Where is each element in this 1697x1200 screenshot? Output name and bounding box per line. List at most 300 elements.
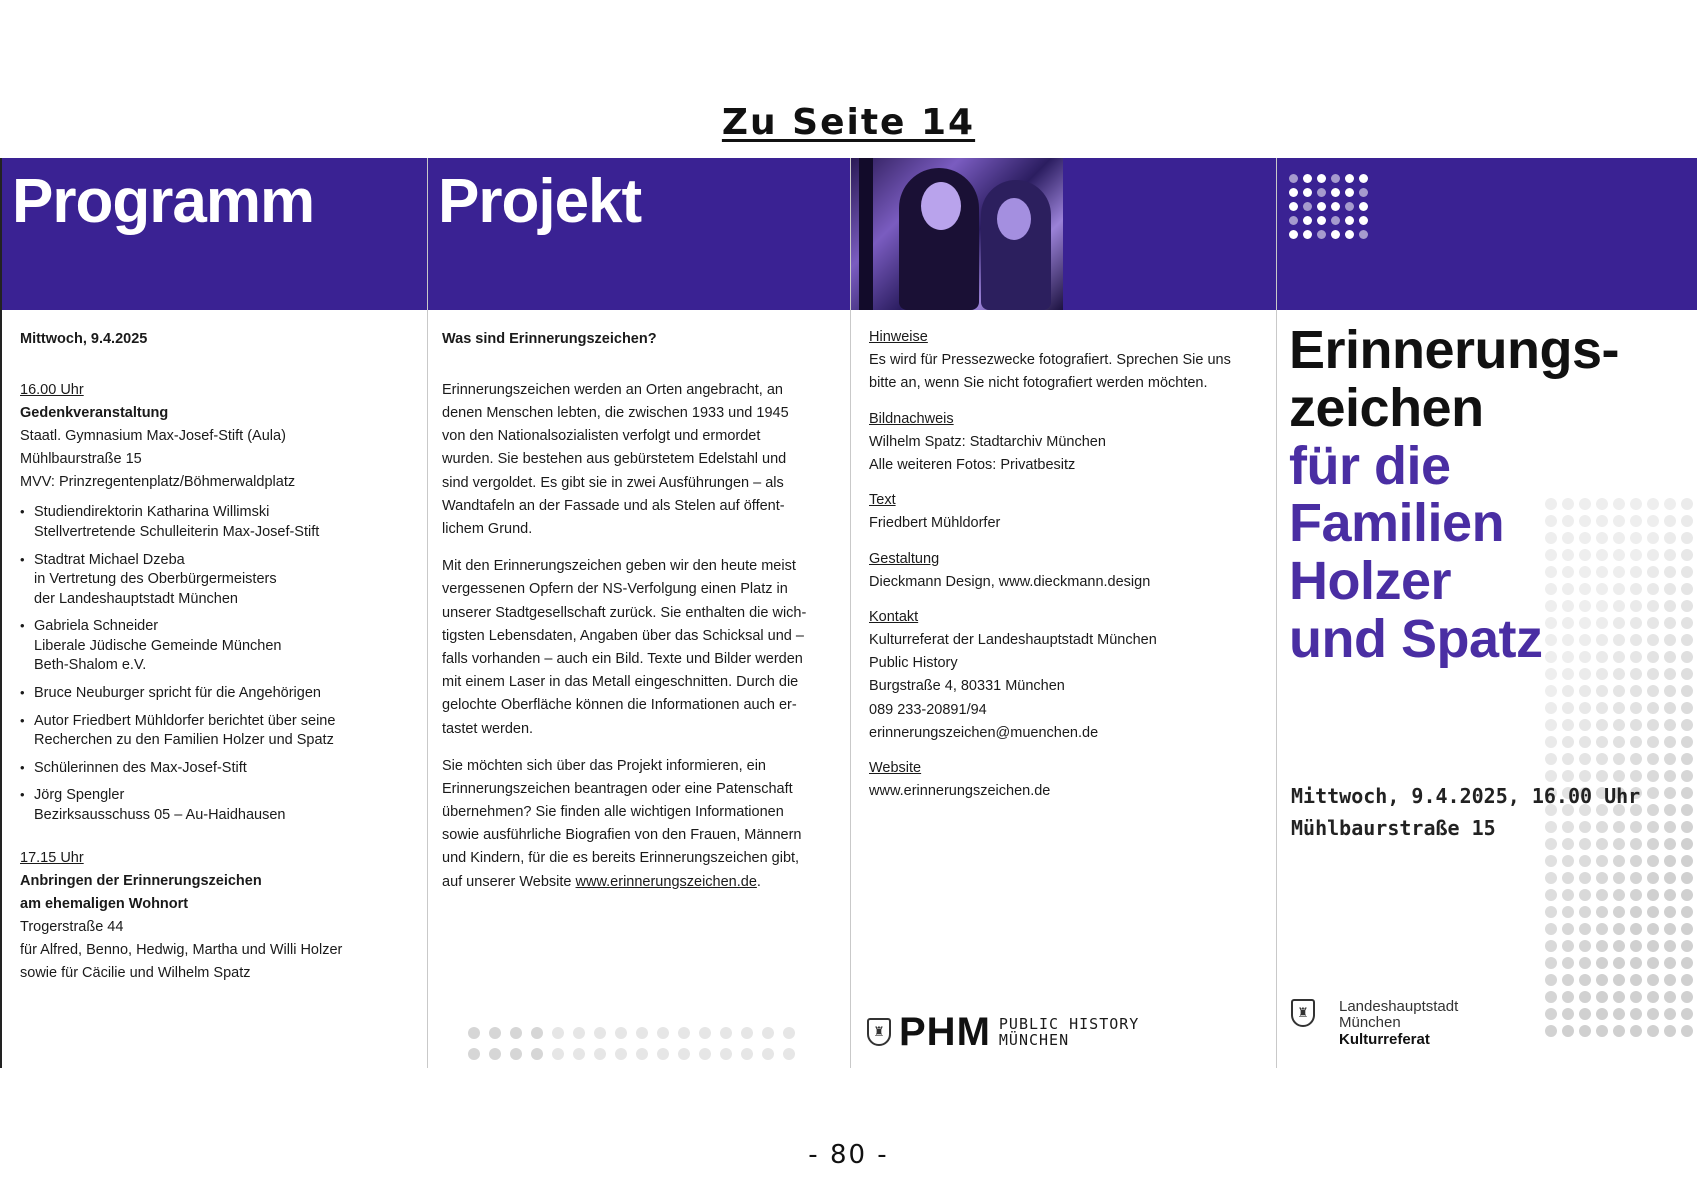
dot bbox=[1579, 702, 1591, 714]
dot bbox=[1596, 974, 1608, 986]
list-item bbox=[20, 786, 413, 825]
dot bbox=[1562, 1008, 1574, 1020]
dot bbox=[762, 1027, 774, 1039]
list-item bbox=[20, 617, 413, 676]
dot bbox=[1345, 216, 1354, 225]
panel-programm bbox=[0, 158, 428, 1068]
dot bbox=[1579, 719, 1591, 731]
dot bbox=[1664, 719, 1676, 731]
info-line: Es wird für Pressezwecke fotografiert. Sprechen Sie uns bbox=[869, 352, 1231, 369]
text-line: gelochte Oberfläche können die Informationen auch er- bbox=[442, 697, 797, 714]
dot bbox=[1681, 821, 1693, 833]
dot bbox=[1289, 174, 1298, 183]
dot bbox=[1613, 702, 1625, 714]
dot bbox=[1545, 1008, 1557, 1020]
logo-line: MÜNCHEN bbox=[998, 1031, 1070, 1049]
dot bbox=[1613, 736, 1625, 748]
dot bbox=[1579, 991, 1591, 1003]
dot bbox=[1562, 719, 1574, 731]
munich-crest-icon: ♜ bbox=[1291, 999, 1315, 1027]
dot bbox=[1596, 940, 1608, 952]
info-block-kontakt bbox=[869, 606, 1256, 745]
panel-projekt bbox=[428, 158, 851, 1068]
dot bbox=[1647, 923, 1659, 935]
dot bbox=[1545, 668, 1557, 680]
text-line: mit einem Laser in das Metall eingeschnitten. Durch die bbox=[442, 674, 799, 691]
info-line: Friedbert Mühldorfer bbox=[869, 515, 1001, 532]
dot bbox=[1664, 906, 1676, 918]
dot bbox=[1579, 906, 1591, 918]
text-line: vergessenen Opfern der NS-Verfolgung einen Platz in bbox=[442, 581, 788, 598]
band-title: Programm bbox=[12, 167, 315, 236]
programm-body bbox=[20, 328, 413, 985]
dot bbox=[1317, 174, 1326, 183]
dot bbox=[1664, 685, 1676, 697]
dot bbox=[1681, 753, 1693, 765]
speaker-line: der Landeshauptstadt München bbox=[34, 590, 238, 607]
text-line: unserer Stadtgesellschaft zurück. Sie enthalten die wich- bbox=[442, 604, 807, 621]
brochure-spread bbox=[0, 158, 1697, 1068]
dot bbox=[1579, 685, 1591, 697]
dot bbox=[1647, 974, 1659, 986]
dot bbox=[1545, 991, 1557, 1003]
dot bbox=[1613, 906, 1625, 918]
dot bbox=[1562, 1025, 1574, 1037]
logo-line: Kulturreferat bbox=[1339, 1030, 1430, 1048]
website-link[interactable]: www.erinnerungszeichen.de bbox=[575, 873, 757, 890]
dot bbox=[1359, 230, 1368, 239]
speaker-list bbox=[20, 503, 413, 825]
dot bbox=[1596, 719, 1608, 731]
speaker-line: Recherchen zu den Familien Holzer und Spatz bbox=[34, 732, 334, 749]
dot bbox=[1579, 923, 1591, 935]
dot bbox=[1359, 202, 1368, 211]
speaker-line: Liberale Jüdische Gemeinde München bbox=[34, 637, 282, 654]
dot bbox=[1664, 1025, 1676, 1037]
dot bbox=[1681, 991, 1693, 1003]
dot bbox=[1613, 668, 1625, 680]
dot bbox=[1681, 872, 1693, 884]
dot bbox=[489, 1027, 501, 1039]
dot bbox=[1345, 174, 1354, 183]
dot bbox=[1562, 855, 1574, 867]
title-line: zeichen bbox=[1289, 377, 1484, 438]
dot bbox=[699, 1048, 711, 1060]
dot bbox=[1545, 974, 1557, 986]
dot bbox=[699, 1027, 711, 1039]
text-line: denen Menschen lebten, die zwischen 1933 und 1945 bbox=[442, 405, 789, 422]
logo-line: PUBLIC HISTORY bbox=[998, 1014, 1140, 1033]
speaker-line: • Jörg Spengler bbox=[34, 787, 125, 804]
info-line: 089 233-20891/94 bbox=[869, 701, 987, 718]
text-line: und Kindern, für die es bereits Erinnerungszeichen gibt, bbox=[442, 850, 800, 867]
dot bbox=[1664, 804, 1676, 816]
dot bbox=[1664, 855, 1676, 867]
dot bbox=[1681, 838, 1693, 850]
dot bbox=[1545, 753, 1557, 765]
dot bbox=[1647, 702, 1659, 714]
dot bbox=[1630, 685, 1642, 697]
munich-crest-icon: ♜ bbox=[867, 1018, 891, 1046]
dot bbox=[1613, 855, 1625, 867]
dot bbox=[1562, 889, 1574, 901]
dot bbox=[1630, 991, 1642, 1003]
dot bbox=[1647, 804, 1659, 816]
dot bbox=[1545, 957, 1557, 969]
dot bbox=[1681, 855, 1693, 867]
speaker-line: • Gabriela Schneider bbox=[34, 618, 159, 635]
text-line: Sie möchten sich über das Projekt informieren, ein bbox=[442, 757, 766, 774]
dot bbox=[615, 1048, 627, 1060]
dot bbox=[1596, 668, 1608, 680]
phm-logo-text: PHM bbox=[899, 1010, 991, 1054]
dot bbox=[1613, 685, 1625, 697]
info-label: Bildnachweis bbox=[869, 410, 954, 427]
dot bbox=[1303, 188, 1312, 197]
dot bbox=[1647, 787, 1659, 799]
info-line: bitte an, wenn Sie nicht fotografiert werden möchten. bbox=[869, 375, 1208, 392]
dot bbox=[1647, 838, 1659, 850]
dot bbox=[1664, 872, 1676, 884]
speaker-line: Beth-Shalom e.V. bbox=[34, 657, 147, 674]
dot bbox=[1345, 188, 1354, 197]
dot bbox=[1630, 753, 1642, 765]
dot bbox=[1630, 889, 1642, 901]
lhm-logo-text bbox=[1339, 999, 1458, 1049]
dot bbox=[1562, 957, 1574, 969]
dot bbox=[1630, 872, 1642, 884]
dot bbox=[1545, 855, 1557, 867]
list-item bbox=[20, 503, 413, 542]
dot bbox=[1681, 923, 1693, 935]
title-line: für die bbox=[1289, 435, 1451, 496]
decorative-dot-pattern bbox=[1289, 174, 1368, 239]
band-title: Projekt bbox=[438, 167, 642, 236]
speaker-line: Bezirksausschuss 05 – Au-Haidhausen bbox=[34, 806, 286, 823]
dot bbox=[1664, 736, 1676, 748]
dot bbox=[1664, 787, 1676, 799]
dot bbox=[1596, 702, 1608, 714]
info-line: Wilhelm Spatz: Stadtarchiv München bbox=[869, 433, 1106, 450]
event-line: sowie für Cäcilie und Wilhelm Spatz bbox=[20, 964, 251, 981]
dot bbox=[1317, 230, 1326, 239]
event-title: Anbringen der Erinnerungszeichen bbox=[20, 873, 262, 890]
dot bbox=[1596, 906, 1608, 918]
dot bbox=[1596, 957, 1608, 969]
dot bbox=[1630, 940, 1642, 952]
dot bbox=[1545, 906, 1557, 918]
dot bbox=[1317, 216, 1326, 225]
dot bbox=[1664, 974, 1676, 986]
archival-photo bbox=[851, 158, 1063, 310]
dot bbox=[1681, 787, 1693, 799]
dot bbox=[1562, 753, 1574, 765]
info-label: Gestaltung bbox=[869, 550, 940, 567]
page-header: Zu Seite 14 bbox=[721, 102, 976, 143]
dot bbox=[1630, 1025, 1642, 1037]
dot bbox=[1681, 940, 1693, 952]
dot bbox=[1359, 188, 1368, 197]
dot bbox=[1613, 957, 1625, 969]
info-block-website bbox=[869, 757, 1256, 803]
dot bbox=[1664, 821, 1676, 833]
dot bbox=[1596, 1008, 1608, 1020]
paragraph bbox=[442, 755, 828, 894]
dot bbox=[1579, 957, 1591, 969]
dot bbox=[1596, 855, 1608, 867]
event-title: am ehemaligen Wohnort bbox=[20, 896, 189, 913]
dot bbox=[1562, 685, 1574, 697]
dot bbox=[1630, 1008, 1642, 1020]
event-title: Gedenkveranstaltung bbox=[20, 404, 169, 421]
person-figure bbox=[981, 180, 1051, 310]
dot bbox=[1664, 770, 1676, 782]
dot bbox=[1579, 736, 1591, 748]
lhm-logo bbox=[1291, 999, 1458, 1049]
dot bbox=[1579, 1025, 1591, 1037]
paragraph bbox=[442, 555, 828, 741]
dot bbox=[1664, 889, 1676, 901]
info-line: Dieckmann Design, www.dieckmann.design bbox=[869, 573, 1151, 590]
event-line: Staatl. Gymnasium Max-Josef-Stift (Aula) bbox=[20, 427, 286, 444]
website-link[interactable]: www.erinnerungszeichen.de bbox=[869, 783, 1051, 800]
info-block-text bbox=[869, 489, 1256, 535]
dot bbox=[1317, 202, 1326, 211]
dot bbox=[741, 1027, 753, 1039]
dot bbox=[1681, 804, 1693, 816]
dot bbox=[1562, 702, 1574, 714]
dot bbox=[1613, 940, 1625, 952]
speaker-line: Stellvertretende Schulleiterin Max-Josef-Stift bbox=[34, 524, 320, 540]
info-label: Text bbox=[869, 492, 896, 509]
dot bbox=[468, 1048, 480, 1060]
dot bbox=[1579, 974, 1591, 986]
dot bbox=[1345, 202, 1354, 211]
projekt-body bbox=[442, 328, 828, 908]
dot bbox=[1664, 940, 1676, 952]
dot bbox=[1647, 872, 1659, 884]
dot bbox=[1630, 974, 1642, 986]
speaker-line: • Autor Friedbert Mühldorfer berichtet über seine bbox=[34, 712, 336, 729]
band-cover bbox=[1277, 158, 1697, 310]
dot bbox=[1331, 174, 1340, 183]
dot bbox=[1613, 753, 1625, 765]
dot bbox=[1359, 174, 1368, 183]
dot bbox=[1303, 174, 1312, 183]
info-line: Alle weiteren Fotos: Privatbesitz bbox=[869, 456, 1076, 473]
event-line: für Alfred, Benno, Hedwig, Martha und Willi Holzer bbox=[20, 941, 343, 958]
dot bbox=[1579, 753, 1591, 765]
phm-logo bbox=[867, 1012, 1139, 1052]
text-line: Wandtafeln an der Fassade und als Stelen auf öffent- bbox=[442, 497, 785, 514]
info-line: Burgstraße 4, 80331 München bbox=[869, 678, 1065, 695]
dot bbox=[1664, 838, 1676, 850]
dot bbox=[657, 1027, 669, 1039]
event-line: Mühlbaurstraße 15 bbox=[20, 450, 142, 467]
dot bbox=[636, 1048, 648, 1060]
speaker-line: • Stadtrat Michael Dzeba bbox=[34, 551, 185, 568]
info-line: Kulturreferat der Landeshauptstadt München bbox=[869, 632, 1157, 649]
dot bbox=[1630, 702, 1642, 714]
dot bbox=[1664, 1008, 1676, 1020]
dot bbox=[1331, 216, 1340, 225]
dot bbox=[1545, 1025, 1557, 1037]
dot bbox=[1579, 855, 1591, 867]
dot bbox=[1613, 974, 1625, 986]
dot bbox=[1664, 923, 1676, 935]
title-line: Holzer bbox=[1289, 551, 1452, 612]
dot bbox=[1647, 889, 1659, 901]
dot bbox=[1596, 685, 1608, 697]
dot bbox=[1613, 889, 1625, 901]
dot bbox=[1596, 736, 1608, 748]
dot bbox=[1545, 889, 1557, 901]
dot bbox=[1303, 230, 1312, 239]
dot bbox=[1579, 940, 1591, 952]
dot bbox=[1681, 702, 1693, 714]
dot bbox=[1681, 736, 1693, 748]
band-programm bbox=[2, 158, 427, 310]
dot bbox=[1613, 1008, 1625, 1020]
panel-cover bbox=[1277, 158, 1697, 1068]
dot bbox=[1545, 702, 1557, 714]
dot bbox=[1303, 202, 1312, 211]
text-line: sowie ausführliche Biografien von den Frauen, Männern bbox=[442, 827, 802, 844]
dot bbox=[1647, 940, 1659, 952]
text-line: von den Nationalsozialisten verfolgt und ermordet bbox=[442, 428, 761, 445]
paragraph bbox=[442, 379, 828, 541]
dot bbox=[678, 1027, 690, 1039]
dot bbox=[1681, 1025, 1693, 1037]
dot bbox=[1681, 957, 1693, 969]
dot bbox=[1596, 889, 1608, 901]
dot bbox=[1647, 991, 1659, 1003]
dot bbox=[1613, 1025, 1625, 1037]
dot bbox=[1579, 1008, 1591, 1020]
dot bbox=[1331, 188, 1340, 197]
dot bbox=[1289, 202, 1298, 211]
event-line: MVV: Prinzregentenplatz/Böhmerwaldplatz bbox=[20, 473, 296, 490]
dot bbox=[1545, 719, 1557, 731]
dot bbox=[1562, 923, 1574, 935]
dot bbox=[1562, 736, 1574, 748]
dot bbox=[1579, 872, 1591, 884]
dot bbox=[1630, 736, 1642, 748]
dot bbox=[1562, 906, 1574, 918]
person-figure bbox=[899, 168, 979, 310]
band-projekt bbox=[428, 158, 850, 310]
dot bbox=[1647, 1025, 1659, 1037]
dot bbox=[1647, 753, 1659, 765]
contact-email[interactable]: erinnerungszeichen@muenchen.de bbox=[869, 724, 1099, 741]
dot bbox=[1630, 906, 1642, 918]
speaker-line: • Studiendirektorin Katharina Willimski bbox=[34, 504, 270, 521]
dot bbox=[1647, 855, 1659, 867]
logo-line: Landeshauptstadt bbox=[1339, 997, 1459, 1015]
phm-logo-subtitle bbox=[999, 1016, 1139, 1049]
dot bbox=[1664, 991, 1676, 1003]
dot bbox=[1545, 872, 1557, 884]
dot bbox=[1331, 202, 1340, 211]
dot bbox=[1630, 855, 1642, 867]
dot bbox=[1647, 957, 1659, 969]
dot bbox=[510, 1048, 522, 1060]
info-line: Public History bbox=[869, 655, 958, 672]
dot bbox=[1681, 719, 1693, 731]
dot bbox=[1681, 668, 1693, 680]
text-line: Erinnerungszeichen beantragen oder eine Patenschaft bbox=[442, 780, 793, 797]
dot bbox=[1359, 216, 1368, 225]
dot bbox=[1596, 991, 1608, 1003]
cover-event-info bbox=[1291, 780, 1640, 844]
dot bbox=[636, 1027, 648, 1039]
text-fragment: . bbox=[756, 873, 761, 890]
dot bbox=[1664, 957, 1676, 969]
dot bbox=[552, 1048, 564, 1060]
dot bbox=[1562, 974, 1574, 986]
dot bbox=[1681, 889, 1693, 901]
title-line: Erinnerungs- bbox=[1289, 320, 1620, 380]
dot bbox=[1317, 188, 1326, 197]
dot bbox=[1647, 736, 1659, 748]
speaker-line: in Vertretung des Oberbürgermeisters bbox=[34, 571, 277, 588]
dot bbox=[1545, 923, 1557, 935]
dot bbox=[573, 1048, 585, 1060]
dot bbox=[1545, 940, 1557, 952]
event-time: 16.00 Uhr bbox=[20, 381, 84, 398]
dot bbox=[510, 1027, 522, 1039]
dot bbox=[1545, 685, 1557, 697]
info-block-hinweise bbox=[869, 326, 1256, 396]
list-item bbox=[20, 551, 413, 610]
dot bbox=[1562, 872, 1574, 884]
dot bbox=[1647, 906, 1659, 918]
text-line: wurden. Sie bestehen aus gebürstetem Edelstahl und bbox=[442, 451, 787, 468]
info-label: Website bbox=[869, 760, 922, 776]
info-block-bildnachweis bbox=[869, 408, 1256, 478]
event-time: 17.15 Uhr bbox=[20, 850, 84, 867]
list-item bbox=[20, 684, 413, 704]
logo-line: München bbox=[1339, 1014, 1401, 1031]
dot bbox=[1596, 1025, 1608, 1037]
dot bbox=[1596, 753, 1608, 765]
text-line: tigsten Lebensdaten, Angaben über das Schicksal und – bbox=[442, 627, 804, 644]
dot bbox=[1664, 668, 1676, 680]
dot bbox=[1562, 991, 1574, 1003]
dot bbox=[1681, 974, 1693, 986]
dot bbox=[1647, 1008, 1659, 1020]
dot bbox=[1681, 906, 1693, 918]
title-line: und Spatz bbox=[1289, 608, 1543, 669]
speaker-line: • Bruce Neuburger spricht für die Angehörigen bbox=[34, 684, 321, 701]
text-line: lichem Grund. bbox=[442, 521, 533, 538]
dot bbox=[720, 1048, 732, 1060]
text-line bbox=[442, 871, 828, 894]
dot bbox=[1331, 230, 1340, 239]
info-body bbox=[869, 326, 1256, 815]
event-address: Mühlbaurstraße 15 bbox=[1291, 816, 1496, 840]
program-date: Mittwoch, 9.4.2025 bbox=[20, 331, 148, 347]
dot bbox=[741, 1048, 753, 1060]
dot bbox=[1613, 991, 1625, 1003]
dot bbox=[1596, 872, 1608, 884]
decorative-dot-pattern bbox=[468, 1027, 795, 1060]
text-fragment: auf unserer Website bbox=[442, 873, 576, 890]
dot bbox=[1647, 821, 1659, 833]
text-line: tastet werden. bbox=[442, 720, 534, 737]
info-label: Hinweise bbox=[869, 329, 928, 345]
dot bbox=[1303, 216, 1312, 225]
